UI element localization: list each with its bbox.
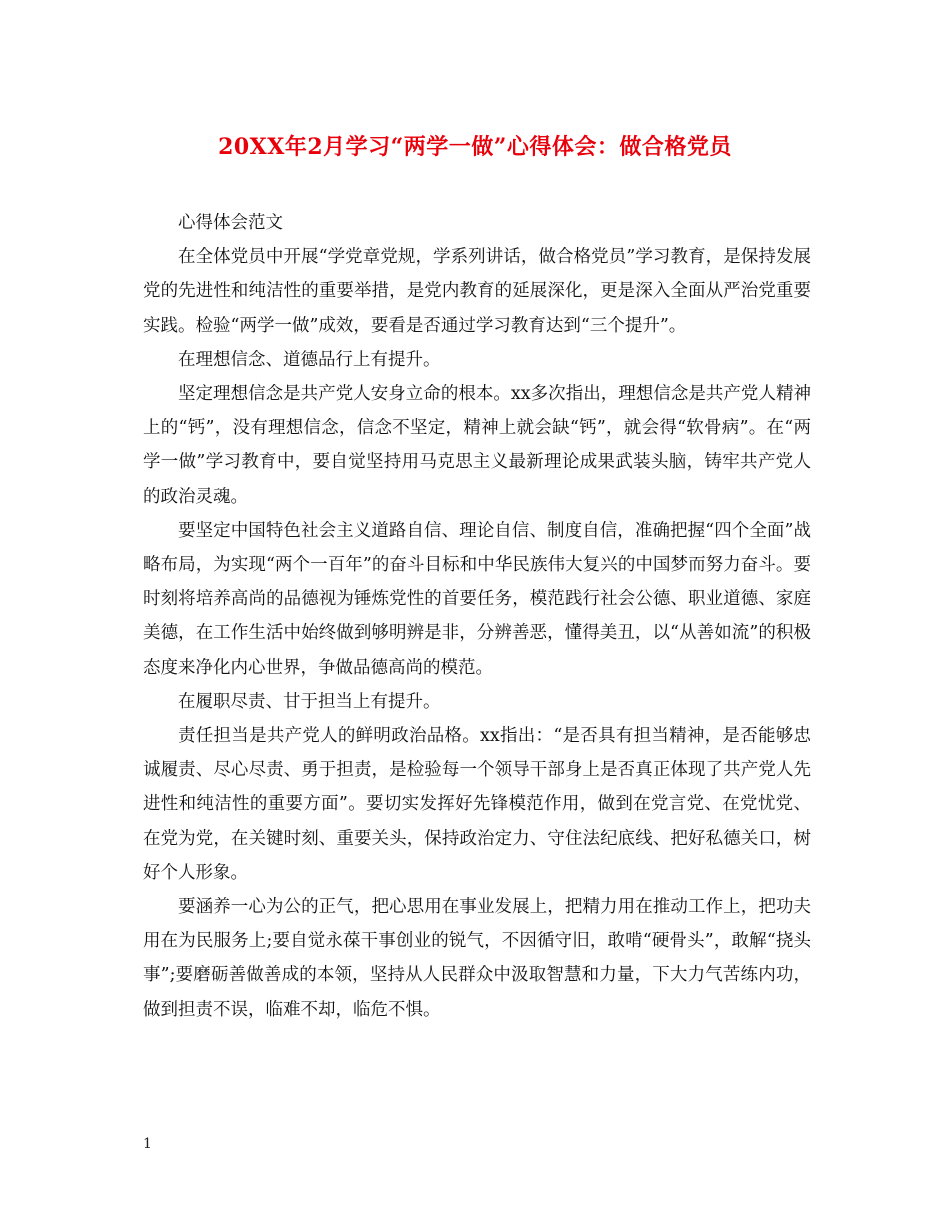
paragraph-5: 要坚定中国特色社会主义道路自信、理论自信、制度自信，准确把握“四个全面”战略布局，为实现“两个一百年”的奋斗目标和中华民族伟大复兴的中国梦而努力奋斗。要时刻将培养高尚的品德视为锤炼党性的首要任务，模范践行社会公德、职业道德、家庭美德，在工作生活中始终做到够明辨是非，分辨善恶，懂得美丑，以“从善如流”的积极态度来净化内心世界，争做品德高尚的模范。 <box>143 520 811 678</box>
paragraph-1: 心得体会范文 <box>178 213 283 233</box>
paragraph-4: 坚定理想信念是共产党人安身立命的根本。xx多次指出，理想信念是共产党人精神上的“钙”，没有理想信念，信念不坚定，精神上就会缺“钙”，就会得“软骨病”。在“两学一做”学习教育中，要自觉坚持用马克思主义最新理论成果武装头脑，铸牢共产党人的政治灵魂。 <box>143 384 811 507</box>
paragraph-8: 要涵养一心为公的正气，把心思用在事业发展上，把精力用在推动工作上，把功夫用在为民服务上;要自觉永葆干事创业的锐气，不因循守旧，敢啃“硬骨头”，敢解“挠头事”;要磨砺善做善成的本领，坚持从人民群众中汲取智慧和力量，下大力气苦练内功，做到担责不误，临难不却，临危不惧。 <box>143 897 811 1020</box>
document-title: 20XX年2月学习“两学一做”心得体会：做合格党员 <box>218 134 732 160</box>
paragraph-7: 责任担当是共产党人的鲜明政治品格。xx指出：“是否具有担当精神，是否能够忠诚履责、尽心尽责、勇于担责，是检验每一个领导干部身上是否真正体现了共产党人先进性和纯洁性的重要方面”。要切实发挥好先锋模范作用，做到在党言党、在党忧党、在党为党，在关键时刻、重要关头，保持政治定力、守住法纪底线、把好私德关口，树好个人形象。 <box>143 726 811 883</box>
document-body <box>143 206 811 1027</box>
paragraph-3: 在理想信念、道德品行上有提升。 <box>178 349 441 370</box>
paragraph-6: 在履职尽责、甘于担当上有提升。 <box>178 691 441 712</box>
paragraph-2: 在全体党员中开展“学党章党规，学系列讲话，做合格党员”学习教育，是保持发展党的先进性和纯洁性的重要举措，是党内教育的延展深化，更是深入全面从严治党重要实践。检验“两学一做”成效，要看是否通过学习教育达到“三个提升”。 <box>143 247 811 336</box>
page-number: 1 <box>143 1136 152 1152</box>
